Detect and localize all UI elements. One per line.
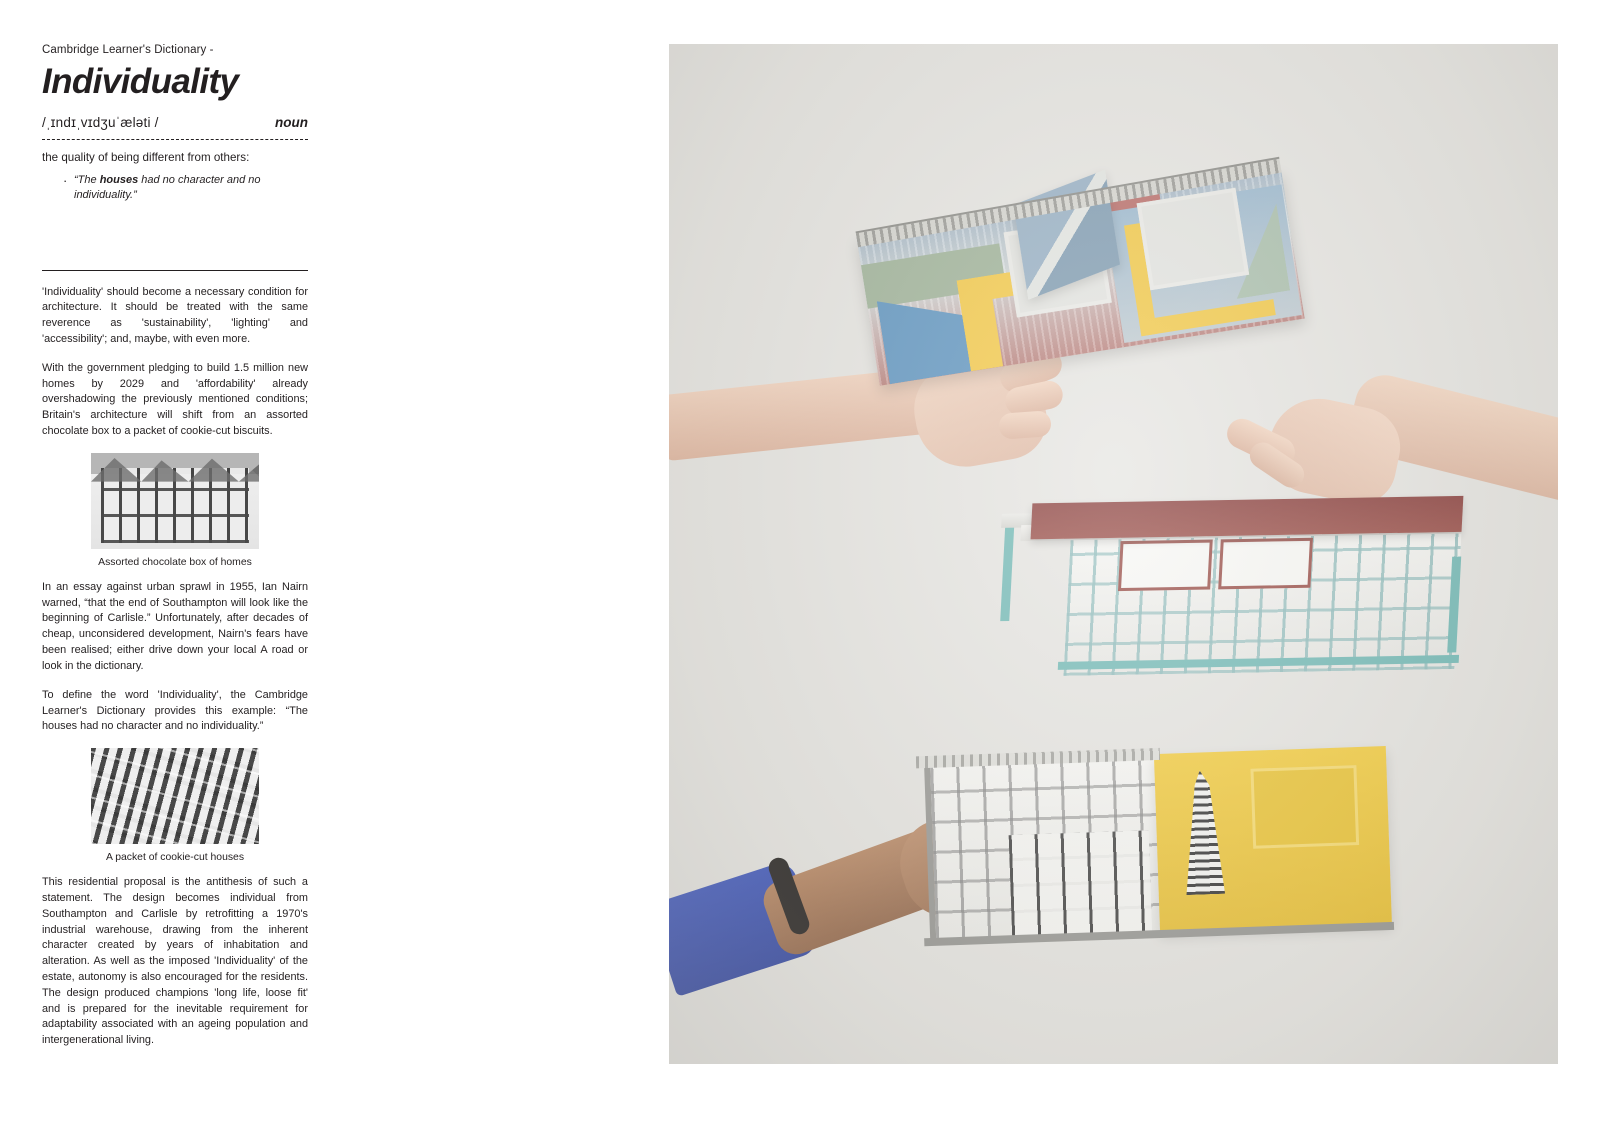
- left-text-column: [0, 0, 660, 1132]
- example-list: [42, 173, 308, 203]
- essay-paragraph-4: To define the word 'Individuality', the Cambridge Learner's Dictionary provides this example: “The houses had no character and no individuality.”: [42, 688, 308, 733]
- essay-paragraph-2: With the government pledging to build 1.5 million new homes by 2029 and 'affordability' already overshadowing the previously mentioned conditions; Britain's architecture will shift from an assorted chocolate box to a packet of cookie-cut biscuits.: [42, 361, 308, 438]
- example-prefix: “The: [74, 174, 100, 187]
- dictionary-source-label: Cambridge Learner's Dictionary -: [42, 44, 214, 56]
- tudor-houses-photo: [91, 453, 259, 549]
- page-title: Individuality: [42, 62, 239, 101]
- yellow-panel-model: [915, 726, 1402, 963]
- figure-cookie-cut-houses: [42, 748, 308, 863]
- models-photograph: [669, 44, 1558, 1064]
- dashed-divider: [42, 139, 308, 140]
- figure-caption-1: Assorted chocolate box of homes: [98, 556, 252, 568]
- part-of-speech-label: noun: [275, 114, 308, 130]
- example-suffix: had no character and no individuality.”: [74, 174, 261, 202]
- pronunciation-row: [42, 115, 308, 130]
- essay-paragraph-1: 'Individuality' should become a necessary condition for architecture. It should be treated with the same reverence as 'sustainability', 'lighting' and 'accessibility'; and, maybe, with even more.: [42, 285, 308, 345]
- essay-paragraph-5: This residential proposal is the antithesis of such a statement. The design becomes individual from Southampton and Carlisle by retrofitting a 1970's industrial warehouse, drawing from the inherent character created by years of inhabitation and alteration. As well as the imposed 'Individuality' of the estate, autonomy is also encouraged for the residents. The design produced champions 'long life, loose fit' and is prepared for the inevitable requirement for adaptability associated with an ageing population and intergenerational living.: [42, 876, 308, 1047]
- dictionary-entry: [42, 44, 308, 1049]
- example-bold-word: houses: [99, 174, 139, 187]
- figure-assorted-homes: [42, 453, 308, 568]
- definition-text: the quality of being different from others:: [42, 150, 250, 164]
- red-roof-shed-model: [993, 447, 1474, 701]
- section-divider: [42, 270, 308, 271]
- figure-caption-2: A packet of cookie-cut houses: [105, 852, 245, 864]
- example-sentence: [74, 173, 292, 203]
- housing-estate-aerial-photo: [91, 748, 259, 844]
- essay-paragraph-3: In an essay against urban sprawl in 1955, Ian Nairn warned, “that the end of Southampton will look like the beginning of Carlisle.” Unfortunately, after decades of cheap, unconsidered development, Nairn's fears have been realised; either drive down your local A road or look in the dictionary.: [42, 580, 308, 672]
- pronunciation-text: /ˌɪndɪˌvɪdʒuˈæləti /: [42, 114, 159, 130]
